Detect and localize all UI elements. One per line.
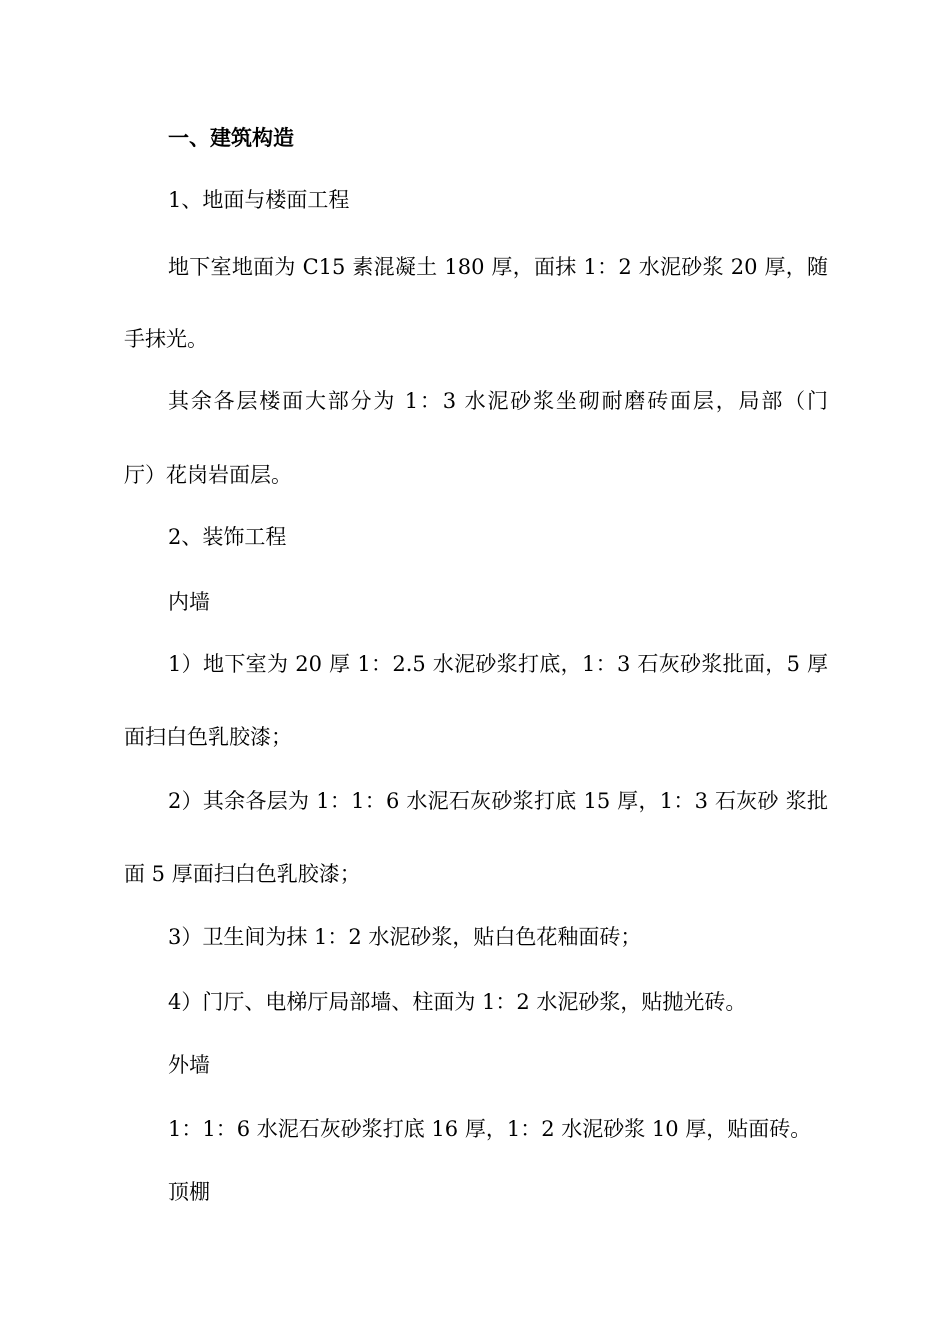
paragraph-line: 2）其余各层为 1：1：6 水泥石灰砂浆打底 15 厚，1：3 石灰砂 浆批 — [168, 789, 828, 813]
paragraph-line: 手抹光。 — [124, 327, 208, 351]
paragraph-line: 1：1：6 水泥石灰砂浆打底 16 厚，1：2 水泥砂浆 10 厚，贴面砖。 — [168, 1117, 812, 1141]
subheading-exterior-wall: 外墙 — [168, 1053, 210, 1077]
subheading-ceiling: 顶棚 — [168, 1180, 210, 1204]
paragraph-line: 4）门厅、电梯厅局部墙、柱面为 1：2 水泥砂浆，贴抛光砖。 — [168, 990, 747, 1014]
section-heading: 一、建筑构造 — [168, 125, 294, 150]
paragraph-line: 面 5 厚面扫白色乳胶漆； — [124, 862, 361, 886]
subsection-title-floor: 1、地面与楼面工程 — [168, 188, 350, 212]
paragraph-line: 面扫白色乳胶漆； — [124, 725, 292, 749]
paragraph-line: 其余各层楼面大部分为 1：3 水泥砂浆坐砌耐磨砖面层，局部（门 — [168, 389, 828, 413]
subheading-interior-wall: 内墙 — [168, 590, 210, 614]
paragraph-line: 厅）花岗岩面层。 — [124, 463, 292, 487]
paragraph-line: 1）地下室为 20 厚 1：2.5 水泥砂浆打底，1：3 石灰砂浆批面，5 厚 — [168, 652, 828, 676]
paragraph-line: 地下室地面为 C15 素混凝土 180 厚，面抹 1：2 水泥砂浆 20 厚，随 — [168, 255, 828, 279]
subsection-title-decoration: 2、装饰工程 — [168, 525, 287, 549]
paragraph-line: 3）卫生间为抹 1：2 水泥砂浆，贴白色花釉面砖； — [168, 925, 642, 949]
